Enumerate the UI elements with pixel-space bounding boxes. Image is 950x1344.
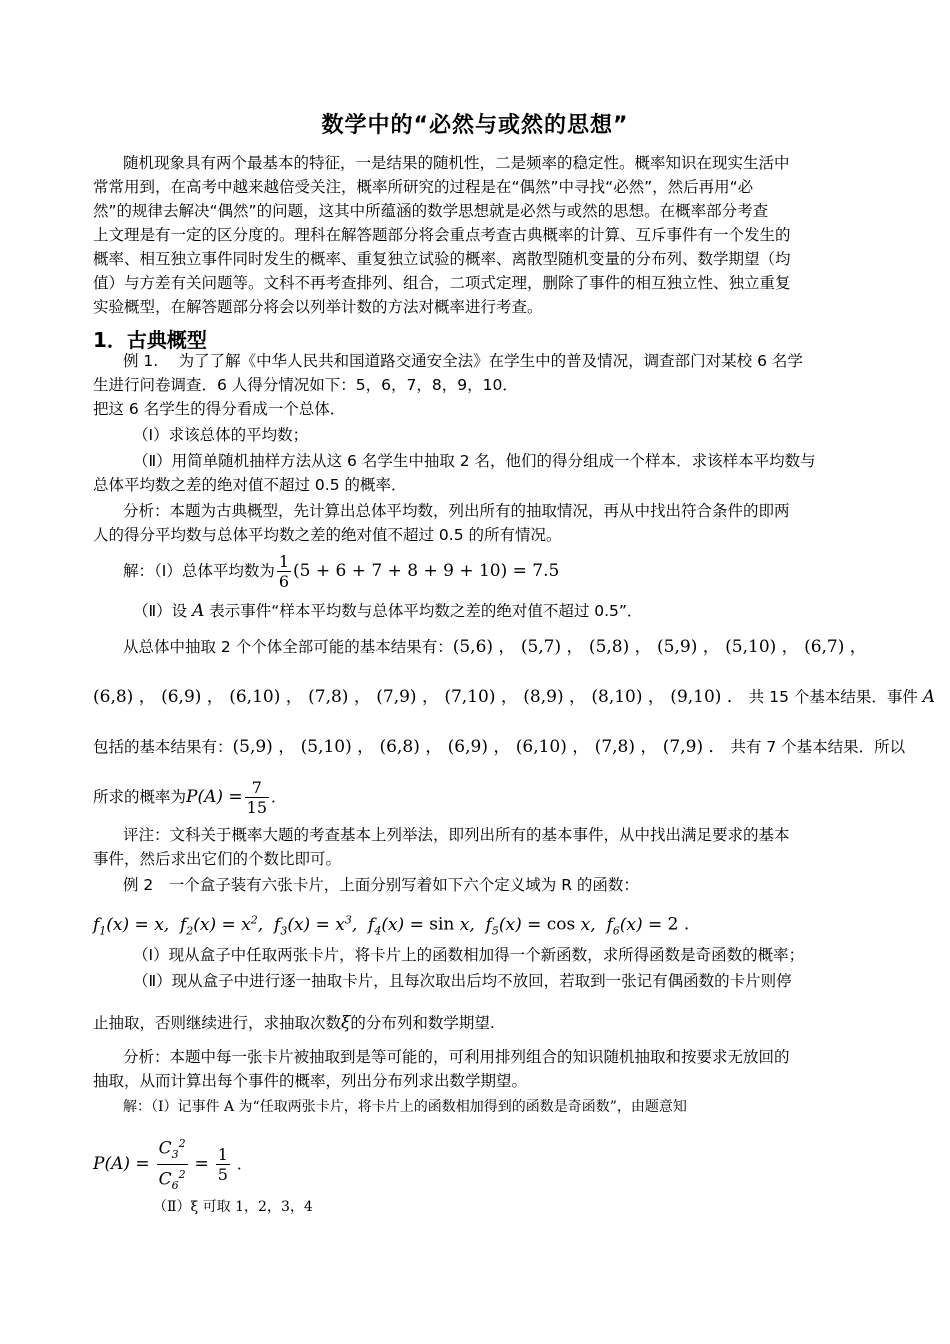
intro-line: 值）与方差有关问题等。文科不再考查排列、组合，二项式定理，删除了事件的相互独立性、独立重复 bbox=[93, 274, 791, 292]
event-symbol: A bbox=[922, 687, 936, 707]
function-list bbox=[93, 906, 689, 945]
ex2-question-2-text: 止抽取，否则继续进行，求抽取次数 bbox=[93, 1014, 342, 1032]
comment-line: 评注：文科关于概率大题的考查基本上列举法，即列出所有的基本事件，从中找出满足要求的基本 bbox=[123, 826, 790, 844]
event-symbol: A bbox=[192, 601, 205, 621]
solution-1 bbox=[123, 550, 559, 592]
intro-line: 概率、相互独立事件同时发生的概率、重复独立试验的概率、离散型随机变量的分布列、数学期望（均 bbox=[93, 250, 791, 268]
fraction-numerator: 1 bbox=[217, 1145, 228, 1165]
outcome-list: (6,8) ， (6,9) ， (6,10) ， (7,8) ， (7,9) ， (7,10) ， (8,9) ， (8,10) ， (9,10) ． bbox=[93, 687, 744, 707]
example-1-line: 例 1. 为了了解《中华人民共和国道路交通安全法》在学生中的普及情况，调查部门对某校 6 名学 bbox=[123, 352, 803, 370]
event-outcome-count: 共有 7 个基本结果．所以 bbox=[730, 738, 906, 756]
intro-line: 然”的规律去解决“偶然”的问题，这其中所蕴涵的数学思想就是必然与或然的思想。在概率部分考查 bbox=[93, 202, 769, 220]
probability-label: 所求的概率为 bbox=[93, 788, 187, 806]
comment-line: 事件，然后求出它们的个数比即可。 bbox=[93, 850, 342, 868]
ex2-question-1: （Ⅰ）现从盒子中任取两张卡片，将卡片上的函数相加得一个新函数，求所得函数是奇函数的概率； bbox=[133, 946, 805, 964]
fraction-numerator: 7 bbox=[245, 778, 269, 798]
fraction bbox=[277, 552, 291, 591]
analysis-line: 人的得分平均数与总体平均数之差的绝对值不超过 0.5 的所有情况。 bbox=[93, 526, 562, 544]
xi-symbol: ξ bbox=[341, 1013, 351, 1033]
ex2-question-2: （Ⅱ）现从盒子中进行逐一抽取卡片，且每次取出后均不放回，若取到一张记有偶函数的卡片则停 bbox=[133, 972, 792, 990]
question-2: （Ⅱ）用简单随机抽样方法从这 6 名学生中抽取 2 名，他们的得分组成一个样本．求该样本平均数与 bbox=[133, 452, 816, 470]
question-2-cont: 总体平均数之差的绝对值不超过 0.5 的概率． bbox=[93, 476, 407, 494]
fraction-denominator: 15 bbox=[246, 798, 268, 817]
probability-lhs: P(A) = bbox=[186, 787, 243, 807]
solution-2 bbox=[133, 600, 642, 622]
combination-fraction bbox=[157, 1134, 188, 1195]
function-f6: x, $f_6(x)$ = bbox=[575, 914, 668, 938]
intro-line: 随机现象具有两个最基本的特征，一是结果的随机性，二是频率的稳定性。概率知识在现实生活中 bbox=[123, 154, 790, 172]
section-heading: 1．古典概型 bbox=[93, 328, 207, 352]
function-f5: cos bbox=[546, 914, 576, 935]
example-2-line: 例 2 一个盒子装有六张卡片，上面分别写着如下六个定义域为 R 的函数： bbox=[123, 876, 639, 894]
outcome-list: (5,9) ， (5,10) ， (6,8) ， (6,9) ， (6,10) ， (7,8) ， (7,9) ． bbox=[232, 737, 726, 757]
ex2-analysis-line: 抽取，从而计算出每个事件的概率，列出分布列求出数学期望。 bbox=[93, 1072, 528, 1090]
outcome-list: (5,6) ， (5,7) ， (5,8) ， (5,9) ， (5,10) ， (6,7) ， bbox=[452, 637, 867, 657]
example-1-line: 生进行问卷调查．6 人得分情况如下：5，6，7，8，9，10． bbox=[93, 376, 518, 394]
solution-2-text: 表示事件“样本平均数与总体平均数之差的绝对值不超过 0.5”． bbox=[209, 602, 643, 620]
mean-expression: (5 + 6 + 7 + 8 + 9 + 10) = 7.5 bbox=[293, 561, 560, 581]
outcome-count: 共 15 个基本结果．事件 bbox=[748, 688, 918, 706]
probability-lhs: P(A) = bbox=[93, 1154, 150, 1175]
all-outcomes-line bbox=[123, 636, 867, 658]
analysis-line: 分析：本题为古典概型，先计算出总体平均数，列出所有的抽取情况，再从中找出符合条件的即两 bbox=[123, 502, 790, 520]
function-f6-value: 2 . bbox=[667, 914, 690, 935]
all-outcomes-label: 从总体中抽取 2 个个体全部可能的基本结果有： bbox=[123, 638, 453, 656]
page-title: 数学中的“必然与或然的思想” bbox=[321, 113, 629, 138]
solution-2-label: （Ⅱ）设 bbox=[133, 602, 188, 620]
example-1-line: 把这 6 名学生的得分看成一个总体． bbox=[93, 400, 346, 418]
combination-denominator: $C_6^2$ bbox=[158, 1168, 186, 1193]
ex2-probability: P(A) = $\frac{C_3^2}{C_6^2}$ = $\frac{1}{5}$ ． bbox=[93, 1134, 252, 1195]
fraction bbox=[245, 778, 269, 817]
ex2-solution-2: （Ⅱ）ξ 可取 1，2，3，4 bbox=[153, 1199, 313, 1215]
ex2-analysis-line: 分析：本题中每一张卡片被抽取到是等可能的，可利用排列组合的知识随机抽取和按要求无放回的 bbox=[123, 1048, 790, 1066]
ex2-question-2-cont bbox=[93, 1012, 495, 1034]
fraction bbox=[216, 1145, 230, 1184]
event-outcomes-line bbox=[93, 736, 905, 758]
intro-line: 实验概型，在解答题部分将会以列举计数的方法对概率进行考查。 bbox=[93, 298, 543, 316]
ex2-solution-1: 解：（Ⅰ）记事件 A 为“任取两张卡片，将卡片上的函数相加得到的函数是奇函数”，由题意知 bbox=[123, 1099, 687, 1115]
solution-1-label: 解：（Ⅰ）总体平均数为 bbox=[123, 562, 275, 580]
combination-numerator: $C_3^2$ bbox=[157, 1134, 188, 1165]
event-outcomes-label: 包括的基本结果有： bbox=[93, 738, 233, 756]
fraction-numerator: 1 bbox=[278, 552, 290, 571]
period: ． bbox=[271, 788, 287, 806]
all-outcomes-line bbox=[93, 686, 935, 708]
function-f4: sin bbox=[429, 914, 455, 935]
fraction-denominator: 5 bbox=[217, 1165, 228, 1185]
period: ． bbox=[236, 1155, 253, 1174]
function-f1: $f_1(x) = x$, $f_2(x) = x^2$, $f_3(x) = x^3$, $f_4(x)$ = bbox=[93, 913, 430, 938]
intro-line: 常常用到，在高考中越来越倍受关注，概率所研究的过程是在“偶然”中寻找“必然”，然后再用“必 bbox=[93, 178, 754, 196]
ex2-question-2-tail: 的分布列和数学期望. bbox=[350, 1014, 495, 1032]
fraction-denominator: 6 bbox=[278, 572, 290, 591]
probability-result bbox=[93, 776, 287, 818]
question-1: （Ⅰ）求该总体的平均数； bbox=[133, 426, 309, 444]
function-f4-arg: x, $f_5(x)$ = bbox=[454, 914, 547, 938]
intro-line: 上文理是有一定的区分度的。理科在解答题部分将会重点考查古典概率的计算、互斥事件有一个发生的 bbox=[93, 226, 791, 244]
